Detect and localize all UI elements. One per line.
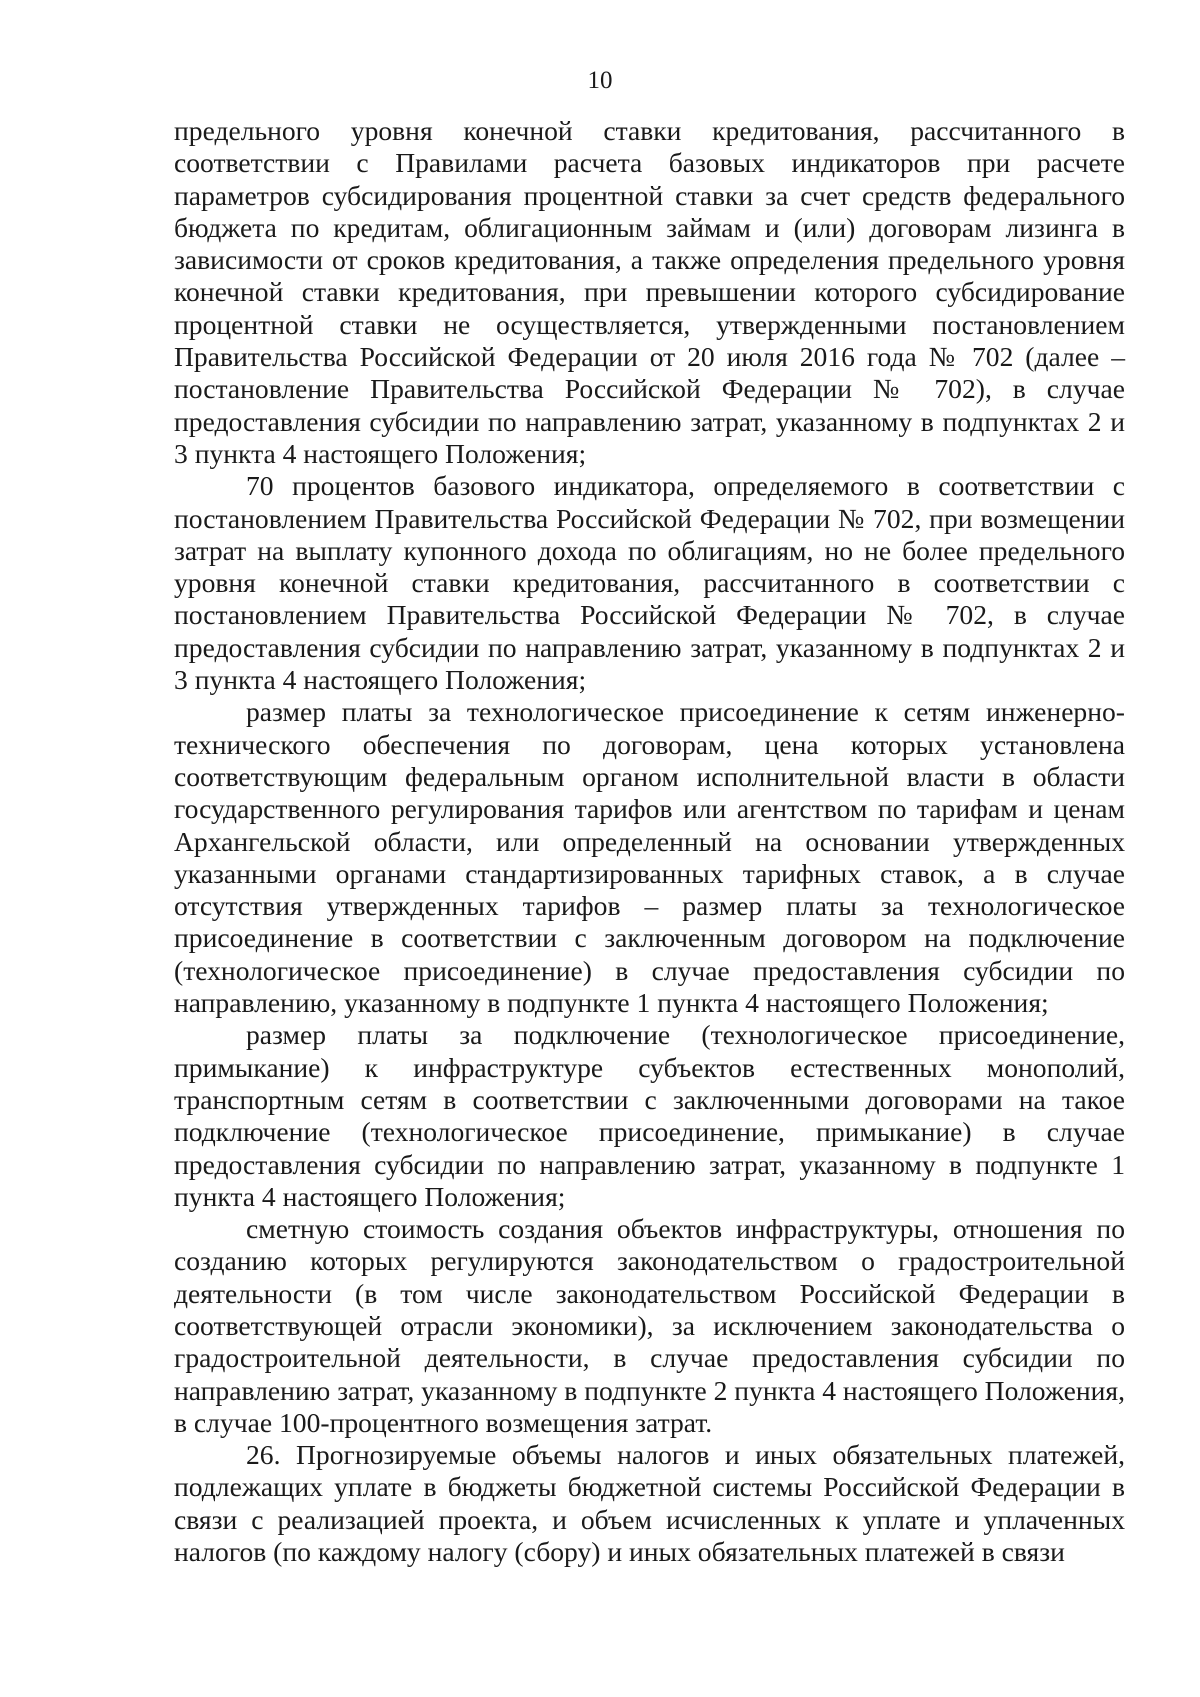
paragraph-connection-fee: размер платы за технологическое присоединение к сетям инженерно-технического обеспечения по договорам, цена которых установлена соответствующим федеральным органом исполнительной власти в области государственного регулирования тарифов или агентством по тарифам и ценам Архангельской области, или определенный на основании утвержденных указанными органами стандартизированных тарифных ставок, а в случае отсутствия утвержденных тарифов – размер платы за технологическое присоединение в соответствии с заключенным договором на подключение (технологическое присоединение) в случае предоставления субсидии по направлению, указанному в подпункте 1 пункта 4 настоящего Положения; bbox=[174, 696, 1125, 1019]
page-number: 10 bbox=[587, 67, 613, 94]
paragraph-estimated-cost: сметную стоимость создания объектов инфраструктуры, отношения по созданию которых регулируются законодательством о градостроительной деятельности (в том числе законодательством Российской Федерации в соответствующей отрасли экономики), за исключением законодательства о градостроительной деятельности, в случае предоставления субсидии по направлению затрат, указанному в подпункте 2 пункта 4 настоящего Положения, в случае 100-процентного возмещения затрат. bbox=[174, 1213, 1125, 1438]
paragraph-infrastructure-connection: размер платы за подключение (технологическое присоединение, примыкание) к инфраструктуре субъектов естественных монополий, транспортным сетям в соответствии с заключенными договорами на такое подключение (технологическое присоединение, примыкание) в случае предоставления субсидии по направлению затрат, указанному в подпункте 1 пункта 4 настоящего Положения; bbox=[174, 1019, 1125, 1212]
document-body bbox=[174, 115, 1125, 1568]
paragraph-continuation: предельного уровня конечной ставки кредитования, рассчитанного в соответствии с Правилами расчета базовых индикаторов при расчете параметров субсидирования процентной ставки за счет средств федерального бюджета по кредитам, облигационным займам и (или) договорам лизинга в зависимости от сроков кредитования, а также определения предельного уровня конечной ставки кредитования, при превышении которого субсидирование процентной ставки не осуществляется, утвержденными постановлением Правительства Российской Федерации от 20 июля 2016 года № 702 (далее – постановление Правительства Российской Федерации № 702), в случае предоставления субсидии по направлению затрат, указанному в подпунктах 2 и 3 пункта 4 настоящего Положения; bbox=[174, 115, 1125, 469]
paragraph-item-26: 26. Прогнозируемые объемы налогов и иных обязательных платежей, подлежащих уплате в бюджеты бюджетной системы Российской Федерации в связи с реализацией проекта, и объем исчисленных к уплате и уплаченных налогов (по каждому налогу (сбору) и иных обязательных платежей в связи bbox=[174, 1439, 1125, 1568]
paragraph-base-indicator: 70 процентов базового индикатора, определяемого в соответствии с постановлением Правительства Российской Федерации № 702, при возмещении затрат на выплату купонного дохода по облигациям, но не более предельного уровня конечной ставки кредитования, рассчитанного в соответствии с постановлением Правительства Российской Федерации № 702, в случае предоставления субсидии по направлению затрат, указанному в подпунктах 2 и 3 пункта 4 настоящего Положения; bbox=[174, 470, 1125, 696]
